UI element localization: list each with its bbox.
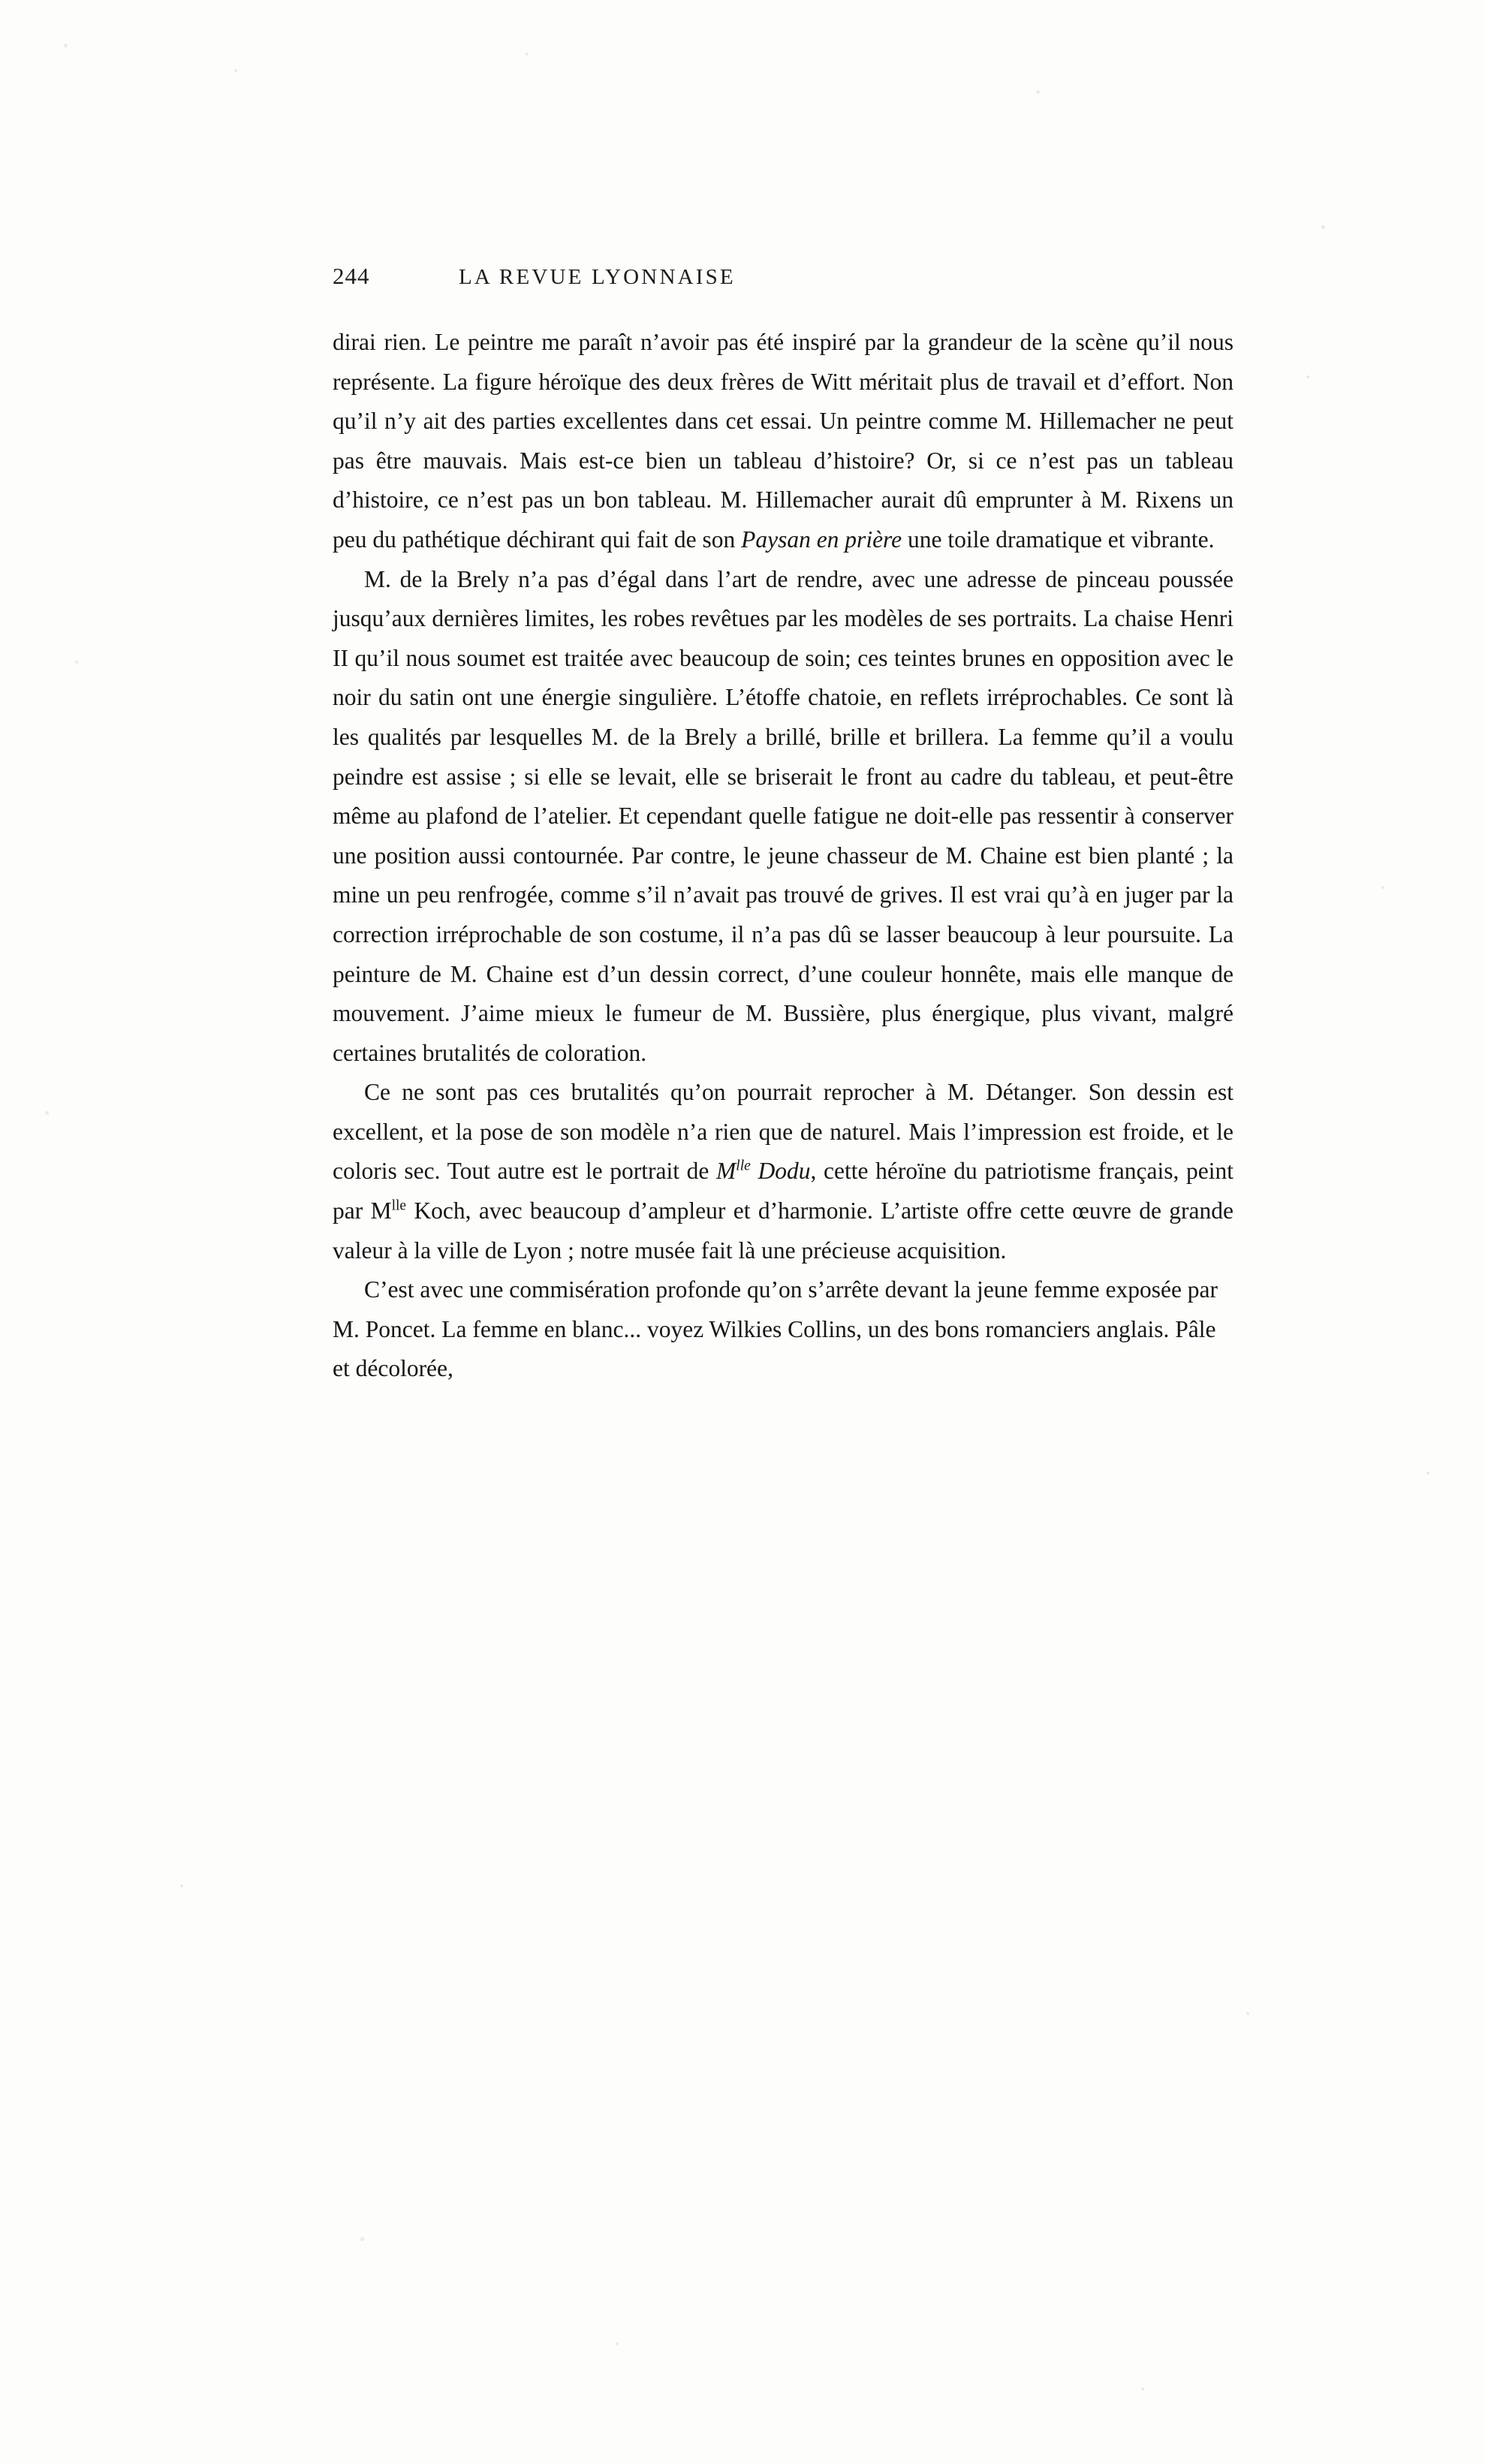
paper-speck: [1246, 2012, 1249, 2015]
text-column: [333, 263, 1233, 1389]
paper-speck: [64, 44, 68, 47]
body-text: [333, 323, 1233, 1389]
paper-speck: [526, 53, 529, 56]
paper-speck: [1381, 886, 1384, 889]
paragraph-4: C’est avec une commisération profonde qu’on s’arrête devant la jeune femme exposée par M. Poncet. La femme en blanc... voyez Wilkies Collins, un des bons romanciers anglais. Pâle et décolorée,: [333, 1276, 1218, 1382]
running-title: LA REVUE LYONNAISE: [459, 265, 736, 289]
paper-speck: [1141, 2387, 1144, 2390]
paper-speck: [360, 2237, 364, 2241]
paper-speck: [1321, 225, 1325, 229]
paragraph-2: M. de la Brely n’a pas d’égal dans l’art de rendre, avec une adresse de pinceau poussée jusqu’aux dernières limites, les robes revêtues par les modèles de ses portraits. La chaise Henri II qu’il nous soumet est traitée avec beaucoup de soin; ces teintes brunes en opposition avec le noir du satin ont une énergie singulière. L’étoffe chatoie, en reflets irréprochables. Ce sont là les qualités par lesquelles M. de la Brely a brillé, brille et brillera. La femme qu’il a voulu peindre est assise ; si elle se levait, elle se briserait le front au cadre du tableau, et peut-être même au plafond de l’atelier. Et cependant quelle fatigue ne doit-elle pas ressentir à conserver une position aussi contournée. Par contre, le jeune chasseur de M. Chaine est bien planté ; la mine un peu renfrogée, comme s’il n’avait pas trouvé de grives. Il est vrai qu’à en juger par la correction irréprochable de son costume, il n’a pas dû se lasser beaucoup à leur poursuite. La peinture de M. Chaine est d’un dessin correct, d’une couleur honnête, mais elle manque de mouvement. J’aime mieux le fumeur de M. Bussière, plus énergique, plus vivant, malgré certaines brutalités de coloration.: [333, 565, 1233, 1066]
paper-speck: [616, 2342, 619, 2345]
page-header: [333, 263, 1233, 288]
paper-speck: [1036, 90, 1040, 94]
paper-speck: [45, 1111, 49, 1115]
paper-speck: [180, 1884, 183, 1887]
paragraph-3: Ce ne sont pas ces brutalités qu’on pourrait reprocher à M. Détanger. Son dessin est excellent, et la pose de son modèle n’a rien que de naturel. Mais l’impression est froide, et le coloris sec. Tout autre est le portrait de $M^{lle}$ Dodu, cette héroïne du patriotisme français, peint par $M^{lle}$ Koch, avec beaucoup d’ampleur et d’harmonie. L’artiste offre cette œuvre de grande valeur à la ville de Lyon ; notre musée fait là une précieuse acquisition.: [333, 1079, 1233, 1264]
paper-speck: [1426, 1471, 1429, 1474]
paper-speck: [234, 69, 237, 72]
paragraph-1: dirai rien. Le peintre me paraît n’avoir pas été inspiré par la grandeur de la scène qu’il nous représente. La figure héroïque des deux frères de Witt méritait plus de travail et d’effort. Non qu’il n’y ait des parties excellentes dans cet essai. Un peintre comme M. Hillemacher ne peut pas être mauvais. Mais est-ce bien un tableau d’histoire? Or, si ce n’est pas un tableau d’histoire, ce n’est pas un bon tableau. M. Hillemacher aurait dû emprunter à M. Rixens un peu du pathétique déchirant qui fait de son Paysan en prière une toile dramatique et vibrante.: [333, 329, 1233, 553]
page-number: 244: [333, 263, 370, 289]
paper-speck: [1306, 375, 1309, 378]
paper-speck: [75, 661, 78, 664]
